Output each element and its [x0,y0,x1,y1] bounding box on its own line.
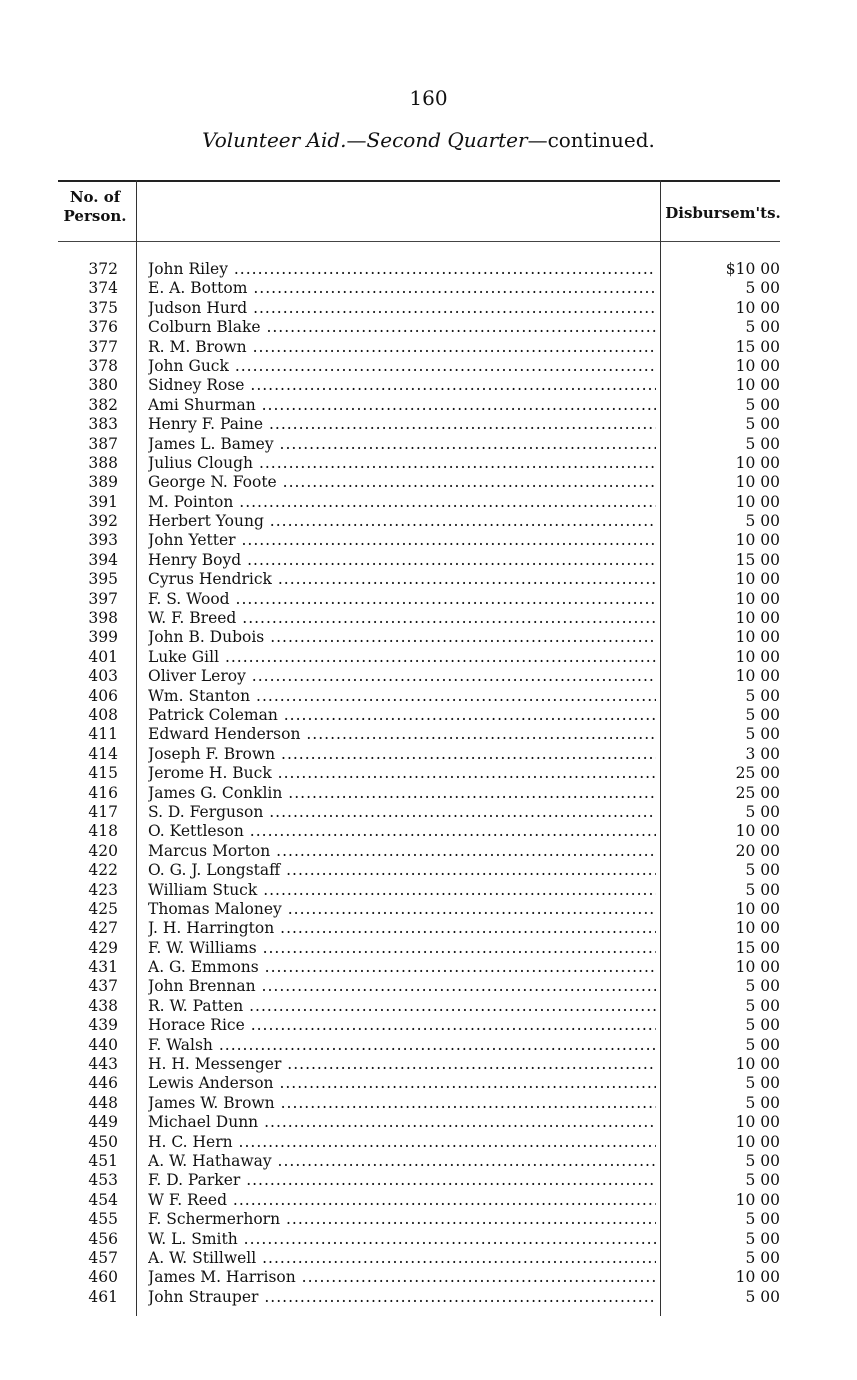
person-number: 383 [88,415,118,434]
person-name: F. W. Williams ..... [148,939,656,958]
person-number: 446 [88,1074,118,1093]
person-name: W. L. Smith ..... [148,1230,656,1249]
person-name: Luke Gill ..... [148,648,656,667]
table-header-rule [58,241,780,242]
person-name: James L. Bamey ..... [148,435,656,454]
table-row [58,900,780,919]
person-name: John Yetter ..... [148,531,656,550]
person-number: 427 [88,919,118,938]
table-row [58,357,780,376]
table-row [58,1230,780,1249]
person-name: John Riley ..... [148,260,656,279]
person-name: James W. Brown ..... [148,1094,656,1113]
disbursement-amount: 10 00 [735,492,780,511]
table-row [58,1016,780,1035]
person-name: Cyrus Hendrick ..... [148,570,656,589]
disbursement-amount: $10 00 [725,260,780,278]
disbursement-amount: 20 00 [735,841,780,860]
person-name: Lewis Anderson ..... [148,1074,656,1093]
person-name: F. S. Wood ..... [148,590,656,609]
table-row [58,1094,780,1113]
table-row [58,1113,780,1132]
table-row [58,628,780,647]
table-row [58,1036,780,1055]
person-number: 374 [88,279,118,298]
person-number: 451 [88,1151,118,1170]
table-row [58,725,780,744]
disbursement-amount: 3 00 [745,744,780,763]
person-name: George N. Foote ..... [148,473,656,492]
person-name: Henry F. Paine ..... [148,415,656,434]
disbursement-amount: 10 00 [735,1055,780,1074]
disbursement-amount: 5 00 [745,395,780,414]
table-row [58,939,780,958]
person-name: William Stuck ..... [148,881,656,900]
table-row [58,531,780,550]
table-row [58,687,780,706]
person-number: 392 [88,512,118,531]
table-row [58,1288,780,1307]
person-number: 456 [88,1229,118,1248]
disbursement-amount: 5 00 [745,1248,780,1267]
person-number: 416 [88,783,118,802]
disbursement-amount: 5 00 [745,512,780,531]
disbursement-amount: 5 00 [745,880,780,899]
table-row [58,1171,780,1190]
disbursement-amount: 25 00 [735,764,780,783]
disbursement-amount: 10 00 [735,958,780,977]
person-name: John Guck ..... [148,357,656,376]
person-number: 449 [88,1113,118,1132]
header-person-number [58,188,132,226]
person-number: 438 [88,996,118,1015]
person-number: 461 [88,1287,118,1306]
person-name: Patrick Coleman ..... [148,706,656,725]
table-row [58,1133,780,1152]
table-row [58,977,780,996]
person-number: 460 [88,1268,118,1287]
disbursement-amount: 5 00 [745,415,780,434]
disbursement-amount: 25 00 [735,783,780,802]
table-top-rule [58,180,780,182]
table-row [58,512,780,531]
page-number: 160 [409,86,448,110]
disbursement-amount: 10 00 [735,628,780,647]
disbursement-amount: 5 00 [745,686,780,705]
disbursement-amount: 5 00 [745,318,780,337]
disbursement-amount: 5 00 [745,725,780,744]
person-number: 391 [88,492,118,511]
table-row [58,1210,780,1229]
person-number: 437 [88,977,118,996]
person-number: 388 [88,453,118,472]
person-name: F. D. Parker ..... [148,1171,656,1190]
person-name: Thomas Maloney ..... [148,900,656,919]
person-number: 377 [88,337,118,356]
table-row [58,861,780,880]
person-name: Ami Shurman ..... [148,396,656,415]
person-name: Colburn Blake ..... [148,318,656,337]
person-name: A. G. Emmons ..... [148,958,656,977]
table-row [58,435,780,454]
person-number: 380 [88,376,118,395]
person-name: R. W. Patten ..... [148,997,656,1016]
person-name: Julius Clough ..... [148,454,656,473]
disbursement-amount: 10 00 [735,667,780,686]
person-name: Wm. Stanton ..... [148,687,656,706]
person-number: 375 [88,298,118,317]
table-row [58,803,780,822]
disbursement-amount: 10 00 [735,822,780,841]
person-name: F. Schermerhorn ..... [148,1210,656,1229]
person-number: 418 [88,822,118,841]
disbursement-amount: 10 00 [735,453,780,472]
table-row [58,822,780,841]
person-name: S. D. Ferguson ..... [148,803,656,822]
page-title [0,128,857,152]
person-number: 415 [88,764,118,783]
person-number: 398 [88,609,118,628]
disbursement-amount: 5 00 [745,1171,780,1190]
person-number: 439 [88,1016,118,1035]
person-name: Jerome H. Buck ..... [148,764,656,783]
disbursement-amount: 10 00 [735,609,780,628]
disbursement-amount: 10 00 [735,1190,780,1209]
person-name: H. C. Hern ..... [148,1133,656,1152]
disbursement-table [58,180,780,1316]
person-name: John Brennan ..... [148,977,656,996]
header-person-number-line2: Person. [63,207,127,225]
person-number: 440 [88,1035,118,1054]
person-number: 389 [88,473,118,492]
disbursement-amount: 5 00 [745,996,780,1015]
header-disbursements: Disbursem'ts. [665,204,781,222]
person-name: E. A. Bottom ..... [148,279,656,298]
disbursement-amount: 10 00 [735,919,780,938]
disbursement-amount: 10 00 [735,899,780,918]
disbursement-amount: 10 00 [735,647,780,666]
disbursement-amount: 10 00 [735,570,780,589]
table-row [58,454,780,473]
disbursement-amount: 15 00 [735,337,780,356]
person-number: 453 [88,1171,118,1190]
table-row [58,609,780,628]
disbursement-amount: 5 00 [745,434,780,453]
disbursement-amount: 10 00 [735,473,780,492]
disbursement-amount: 5 00 [745,1016,780,1035]
person-number: 403 [88,667,118,686]
person-name: Sidney Rose ..... [148,376,656,395]
title-part-volunteer-aid: Volunteer Aid. [202,128,347,152]
table-row [58,1055,780,1074]
person-number: 397 [88,589,118,608]
table-body [58,260,780,1307]
table-row [58,1268,780,1287]
table-row [58,919,780,938]
person-name: James G. Conklin ..... [148,784,656,803]
person-number: 406 [88,686,118,705]
table-row [58,1074,780,1093]
person-number: 443 [88,1055,118,1074]
title-separator: — [346,128,367,152]
person-name: Joseph F. Brown ..... [148,745,656,764]
person-name: John Strauper ..... [148,1288,656,1307]
person-number: 431 [88,958,118,977]
disbursement-amount: 10 00 [735,356,780,375]
disbursement-amount: 5 00 [745,977,780,996]
disbursement-amount: 5 00 [745,1287,780,1306]
disbursement-amount: 5 00 [745,802,780,821]
disbursement-amount: 5 00 [745,861,780,880]
table-row [58,764,780,783]
person-number: 457 [88,1248,118,1267]
table-row [58,648,780,667]
person-number: 417 [88,802,118,821]
person-number: 378 [88,356,118,375]
disbursement-amount: 10 00 [735,531,780,550]
disbursement-amount: 5 00 [745,1074,780,1093]
person-number: 387 [88,434,118,453]
table-row [58,299,780,318]
person-name: John B. Dubois ..... [148,628,656,647]
disbursement-amount: 10 00 [735,589,780,608]
table-row [58,570,780,589]
person-number: 450 [88,1132,118,1151]
table-row [58,318,780,337]
table-row [58,279,780,298]
person-name: H. H. Messenger ..... [148,1055,656,1074]
person-name: A. W. Hathaway ..... [148,1152,656,1171]
disbursement-amount: 15 00 [735,938,780,957]
person-name: Oliver Leroy ..... [148,667,656,686]
title-part-second-quarter: Second Quarter [366,128,528,152]
table-row [58,396,780,415]
table-row [58,338,780,357]
table-row [58,667,780,686]
table-row [58,1152,780,1171]
table-row [58,260,780,279]
disbursement-amount: 5 00 [745,1229,780,1248]
table-row [58,473,780,492]
person-name: Henry Boyd ..... [148,551,656,570]
disbursement-amount: 15 00 [735,550,780,569]
person-number: 376 [88,318,118,337]
disbursement-amount: 10 00 [735,298,780,317]
table-row [58,997,780,1016]
person-number: 429 [88,938,118,957]
person-name: O. Kettleson ..... [148,822,656,841]
person-number: 408 [88,705,118,724]
person-number: 425 [88,899,118,918]
disbursement-amount: 10 00 [735,1268,780,1287]
table-row [58,1249,780,1268]
person-name: W. F. Breed ..... [148,609,656,628]
disbursement-amount: 5 00 [745,1035,780,1054]
person-number: 414 [88,744,118,763]
person-number: 411 [88,725,118,744]
title-part-continued: continued. [547,128,655,152]
person-name: J. H. Harrington ..... [148,919,656,938]
table-row [58,376,780,395]
disbursement-amount: 5 00 [745,705,780,724]
disbursement-amount: 10 00 [735,1132,780,1151]
person-number: 401 [88,647,118,666]
table-row [58,784,780,803]
person-name: F. Walsh ..... [148,1036,656,1055]
table-row [58,745,780,764]
table-row [58,493,780,512]
table-row [58,1191,780,1210]
person-name: R. M. Brown ..... [148,338,656,357]
person-number: 448 [88,1093,118,1112]
person-number: 423 [88,880,118,899]
person-number: 454 [88,1190,118,1209]
table-row [58,706,780,725]
disbursement-amount: 10 00 [735,376,780,395]
title-separator: — [527,128,548,152]
person-name: Herbert Young ..... [148,512,656,531]
person-number: 422 [88,861,118,880]
table-row [58,551,780,570]
person-name: O. G. J. Longstaff ..... [148,861,656,880]
person-name: Michael Dunn ..... [148,1113,656,1132]
table-row [58,881,780,900]
disbursement-amount: 5 00 [745,1093,780,1112]
table-row [58,590,780,609]
person-number: 372 [88,260,118,278]
disbursement-amount: 5 00 [745,1151,780,1170]
table-row [58,958,780,977]
person-name: James M. Harrison ..... [148,1268,656,1287]
person-name: M. Pointon ..... [148,493,656,512]
disbursement-amount: 5 00 [745,1210,780,1229]
person-name: Marcus Morton ..... [148,842,656,861]
person-name: W F. Reed ..... [148,1191,656,1210]
person-number: 420 [88,841,118,860]
person-name: Edward Henderson ..... [148,725,656,744]
person-number: 393 [88,531,118,550]
disbursement-amount: 10 00 [735,1113,780,1132]
disbursement-amount: 5 00 [745,279,780,298]
header-person-number-line1: No. of [69,188,121,206]
person-name: Horace Rice ..... [148,1016,656,1035]
person-number: 382 [88,395,118,414]
table-row [58,415,780,434]
person-number: 399 [88,628,118,647]
person-number: 455 [88,1210,118,1229]
person-number: 395 [88,570,118,589]
person-number: 394 [88,550,118,569]
person-name: Judson Hurd ..... [148,299,656,318]
table-row [58,842,780,861]
person-name: A. W. Stillwell ..... [148,1249,656,1268]
